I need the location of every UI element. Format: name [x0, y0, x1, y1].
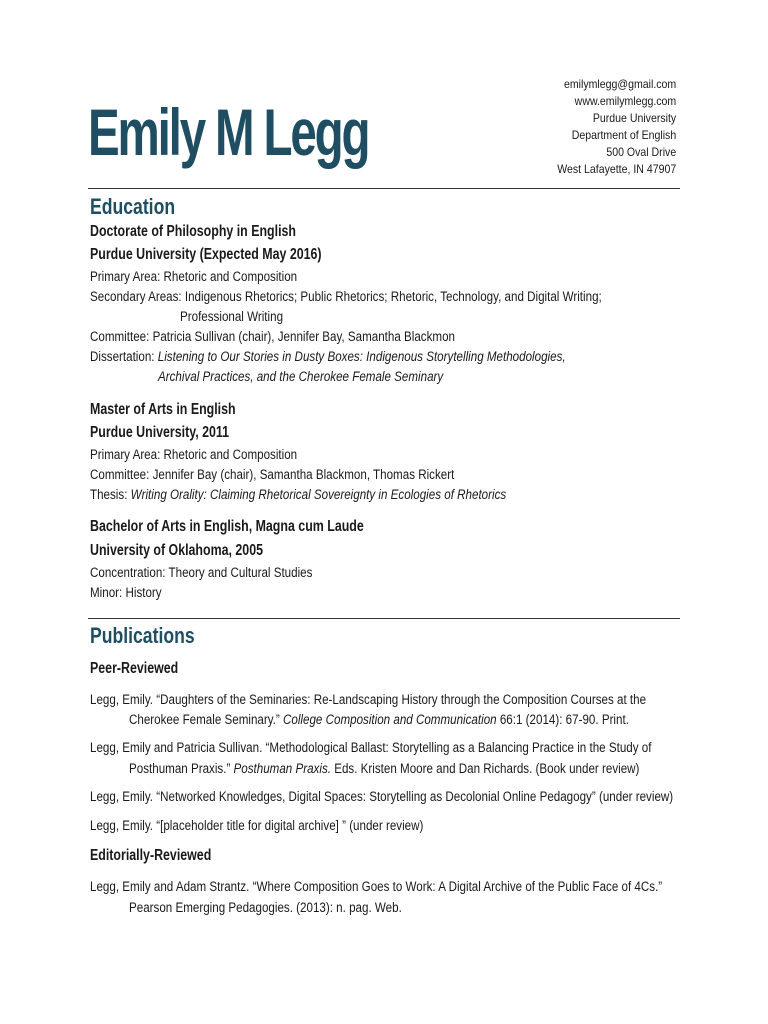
education-heading: Education: [90, 194, 176, 219]
contact-block: [541, 76, 676, 178]
publication-1-journal: College Composition and Communication: [283, 712, 497, 727]
header-divider: [88, 188, 680, 189]
publication-2: Legg, Emily and Patricia Sullivan. “Methodological Ballast: Storytelling as a Balancing Practice in the Study of: [90, 740, 652, 755]
phd-committee: Committee: Patricia Sullivan (chair), Jennifer Bay, Samantha Blackmon: [90, 329, 456, 344]
ma-committee: Committee: Jennifer Bay (chair), Samantha Blackmon, Thomas Rickert: [90, 467, 455, 482]
author-name: Emily M Legg: [88, 95, 369, 169]
contact-university: Purdue University: [592, 111, 676, 125]
phd-dissertation: [90, 347, 566, 367]
publication-2-cont: [129, 759, 639, 779]
contact-city: West Lafayette, IN 47907: [557, 162, 676, 176]
peer-reviewed-heading: Peer-Reviewed: [90, 660, 179, 677]
dissertation-title-cont: Archival Practices, and the Cherokee Female Seminary: [158, 369, 444, 384]
ba-minor: Minor: History: [90, 585, 162, 600]
ba-degree: Bachelor of Arts in English, Magna cum Laude: [90, 518, 364, 535]
dissertation-title: Listening to Our Stories in Dusty Boxes: Indigenous Storytelling Methodologies,: [157, 349, 566, 364]
contact-email: emilymlegg@gmail.com: [563, 77, 676, 91]
dissertation-label: Dissertation:: [90, 349, 158, 364]
publications-divider: [88, 618, 680, 619]
editorially-reviewed-heading: Editorially-Reviewed: [90, 847, 212, 864]
phd-primary-area: Primary Area: Rhetoric and Composition: [90, 269, 298, 284]
editorial-publication-1-cont: Pearson Emerging Pedagogies. (2013): n. pag. Web.: [129, 900, 402, 915]
contact-street: 500 Oval Drive: [606, 145, 676, 159]
publication-4: Legg, Emily. “[placeholder title for digital archive] ” (under review): [90, 818, 424, 833]
ba-school: University of Oklahoma, 2005: [90, 542, 263, 559]
phd-secondary-areas-cont: Professional Writing: [180, 309, 284, 324]
publication-2-details: Eds. Kristen Moore and Dan Richards. (Book under review): [330, 761, 640, 776]
thesis-title: Writing Orality: Claiming Rhetorical Sovereignty in Ecologies of Rhetorics: [130, 487, 507, 502]
phd-secondary-areas: Secondary Areas: Indigenous Rhetorics; Public Rhetorics; Rhetoric, Technology, and Digital Writing;: [90, 289, 602, 304]
publication-2-book: Posthuman Praxis.: [233, 761, 331, 776]
publication-1-cont: [129, 710, 629, 730]
publication-3: Legg, Emily. “Networked Knowledges, Digital Spaces: Storytelling as Decolonial Online Pedagogy” (under review): [90, 789, 674, 804]
ma-primary-area: Primary Area: Rhetoric and Composition: [90, 447, 298, 462]
ma-degree: Master of Arts in English: [90, 401, 236, 418]
ba-concentration: Concentration: Theory and Cultural Studies: [90, 565, 313, 580]
ma-thesis: [90, 485, 506, 505]
publications-heading: Publications: [90, 623, 195, 648]
phd-school: Purdue University (Expected May 2016): [90, 246, 322, 263]
publication-1-title-end: Cherokee Female Seminary.”: [129, 712, 284, 727]
phd-degree: Doctorate of Philosophy in English: [90, 223, 296, 240]
publication-1: Legg, Emily. “Daughters of the Seminaries: Re-Landscaping History through the Composition Courses at the: [90, 692, 647, 707]
contact-department: Department of English: [571, 128, 676, 142]
editorial-publication-1: Legg, Emily and Adam Strantz. “Where Composition Goes to Work: A Digital Archive of the Public Face of 4Cs.”: [90, 879, 663, 894]
publication-2-title-end: Posthuman Praxis.”: [129, 761, 234, 776]
thesis-label: Thesis:: [90, 487, 131, 502]
contact-website: www.emilymlegg.com: [574, 94, 676, 108]
ma-school: Purdue University, 2011: [90, 424, 229, 441]
publication-1-details: 66:1 (2014): 67-90. Print.: [496, 712, 629, 727]
